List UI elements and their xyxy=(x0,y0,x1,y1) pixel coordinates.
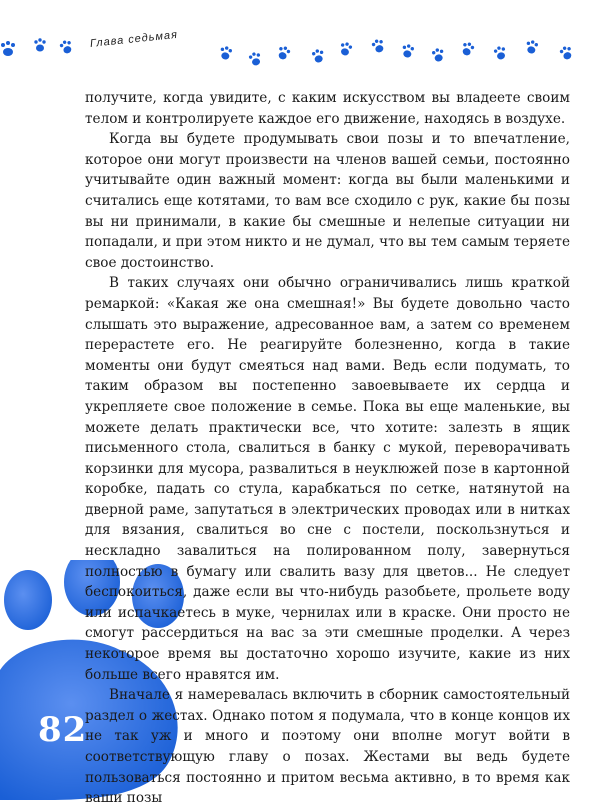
paw-print-icon xyxy=(34,38,45,51)
header-paw-band xyxy=(0,30,589,70)
chapter-title: Глава седьмая xyxy=(89,28,179,50)
paw-print-icon xyxy=(248,51,262,67)
paragraph: Когда вы будете продумывать свои позы и то впечатление, которое они могут произвести на членов вашей семьи, постоянно учитывайте один важный момент: когда вы были маленькими и считались еще котятами, то вам все сходило с рук, какие бы позы вы ни принимали, в какие бы смешные и нелепые ситуации ни попадали, и при этом никто и не думал, что вы тем самым теряете свое достоинство. xyxy=(85,131,570,271)
paw-print-icon xyxy=(493,45,507,61)
paragraph: получите, когда увидите, с каким искусством вы владеете своим телом и контролируете каждое его движение, находясь в воздухе. xyxy=(85,90,570,127)
paw-print-icon xyxy=(1,41,15,56)
paw-print-icon xyxy=(371,38,386,54)
paw-print-icon xyxy=(401,43,415,58)
paragraph: В таких случаях они обычно ограничивались лишь краткой ремаркой: «Какая же она смешная!» Вы будете довольно часто слышать это выражение, адресованное вам, а затем со временем перерастете его. Не реагируйте болезненно, когда в такие моменты они будут смеяться над вами. Ведь если подумать, то таким образом вы постепенно завоевываете их сердца и укрепляете свое положение в семье. Пока вы еще маленькие, вы можете делать практически все, что хотите: залезть в ящик письменного стола, свалиться в банку с мукой, переворачивать корзинки для мусора, развалиться в неуклюжей позе в картонной коробке, падать со стула, карабкаться по сетке, натянутой на дверной раме, запутаться в электрических проводах или в нитках для вязания, свалиться во сне с постели, поскользнуться и нескладно завалиться на полированном полу, завернуться полностью в бумагу или свалить вазу для цветов... Не следует беспокоиться, даже если вы что-нибудь разобьете, прольете воду или испачкаетесь в муке, чернилах или в краске. Они просто не смогут рассердиться на вас за эти смешные проделки. А через некоторое время вы достаточно хорошо изучите, какие из них больше всего нравятся им. xyxy=(85,275,570,683)
paw-print-icon xyxy=(59,39,74,55)
paragraph: Вначале я намеревалась включить в сборник самостоятельный раздел о жестах. Однако потом я подумала, что в конце концов их не так уж и много и поэтому они вполне могут войти в соответствующую главу о позах. Жестами вы ведь будете пользоваться постоянно и притом весьма активно, в то время как ваши позы xyxy=(85,687,570,807)
paw-print-icon xyxy=(431,47,445,62)
paw-print-icon xyxy=(276,45,291,61)
paw-print-icon xyxy=(219,45,233,60)
paw-print-icon xyxy=(525,39,539,54)
paw-print-icon xyxy=(339,41,353,57)
paw-print-icon xyxy=(460,41,475,57)
paw-print-icon xyxy=(559,45,574,61)
page-number: 82 xyxy=(38,710,88,750)
paw-print-icon xyxy=(311,48,325,63)
body-text xyxy=(85,88,570,809)
